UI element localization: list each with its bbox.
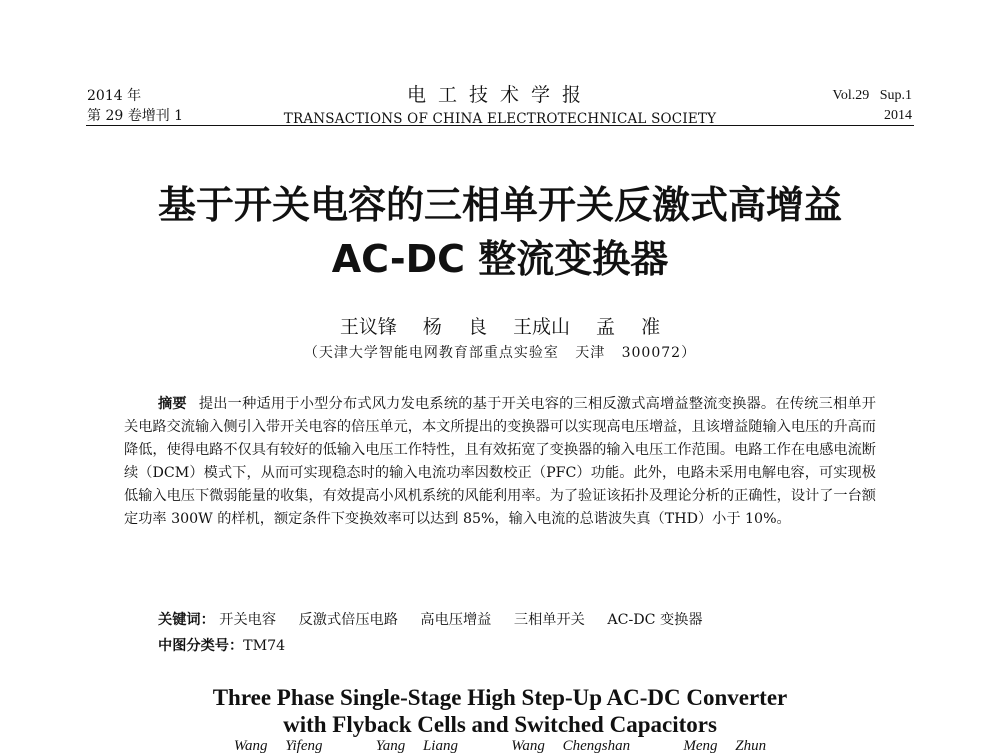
authors: 王议锋 杨 良 王成山 孟 准	[339, 316, 661, 338]
keyword-item: AC-DC 变换器	[607, 612, 703, 628]
volume-info	[833, 86, 912, 126]
keyword-item: 高电压增益	[420, 612, 492, 628]
keywords-row	[158, 609, 721, 629]
keyword-item: 反激式倍压电路	[298, 612, 398, 628]
title-line-1: 基于开关电容的三相单开关反激式高增益	[157, 183, 842, 227]
year-right-label: 2014	[884, 108, 912, 123]
header-divider	[86, 125, 914, 126]
keyword-item: 开关电容	[219, 612, 277, 628]
affiliation: （天津大学智能电网教育部重点实验室 天津 300072）	[303, 345, 697, 361]
volume-issue-label: 第 29 卷增刊 1	[87, 108, 184, 124]
abstract	[124, 393, 876, 531]
english-title-line-2: with Flyback Cells and Switched Capacitors	[283, 712, 717, 737]
title-line-2: AC-DC 整流变换器	[331, 237, 669, 281]
keywords-label: 关键词：	[158, 612, 215, 628]
paper-title	[90, 178, 910, 286]
abstract-label: 摘要	[158, 396, 187, 412]
english-authors: Wang Yifeng Yang Liang Wang Chengshan Meng Zhun	[233, 738, 767, 754]
journal-name-en: TRANSACTIONS OF CHINA ELECTROTECHNICAL SOCIETY	[283, 111, 717, 127]
english-title-line-1: Three Phase Single-Stage High Step-Up AC-DC Converter	[212, 685, 788, 710]
volume-label: Vol.29 Sup.1	[832, 88, 912, 103]
classification-code: TM74	[243, 638, 286, 654]
journal-name-cn: 电工技术学报	[406, 84, 593, 106]
english-title	[100, 684, 900, 738]
classification-row	[158, 635, 285, 655]
abstract-text: 提出一种适用于小型分布式风力发电系统的基于开关电容的三相反激式高增益整流变换器。在传统三相单开关电路交流输入侧引入带开关电容的倍压单元，本文所提出的变换器可以实现高电压增益，且该增益随输入电压的升高而降低，使得电路不仅具有较好的低输入电压工作特性，且有效拓宽了变换器的输入电压工作范围。电路工作在电感电流断续（DCM）模式下，从而可实现稳态时的输入电流功率因数校正（PFC）功能。此外，电路未采用电解电容，可实现极低输入电压下微弱能量的收集，有效提高小风机系统的风能利用率。为了验证该拓扑及理论分析的正确性，设计了一台额定功率 300W 的样机，额定条件下变换效率可以达到 85%，输入电流的总谐波失真（THD）小于 10%。	[124, 396, 876, 527]
classification-label: 中图分类号：	[158, 638, 244, 654]
journal-name	[250, 80, 750, 127]
journal-issue-info	[87, 86, 183, 126]
keyword-item: 三相单开关	[513, 612, 585, 628]
year-label: 2014 年	[87, 88, 142, 104]
